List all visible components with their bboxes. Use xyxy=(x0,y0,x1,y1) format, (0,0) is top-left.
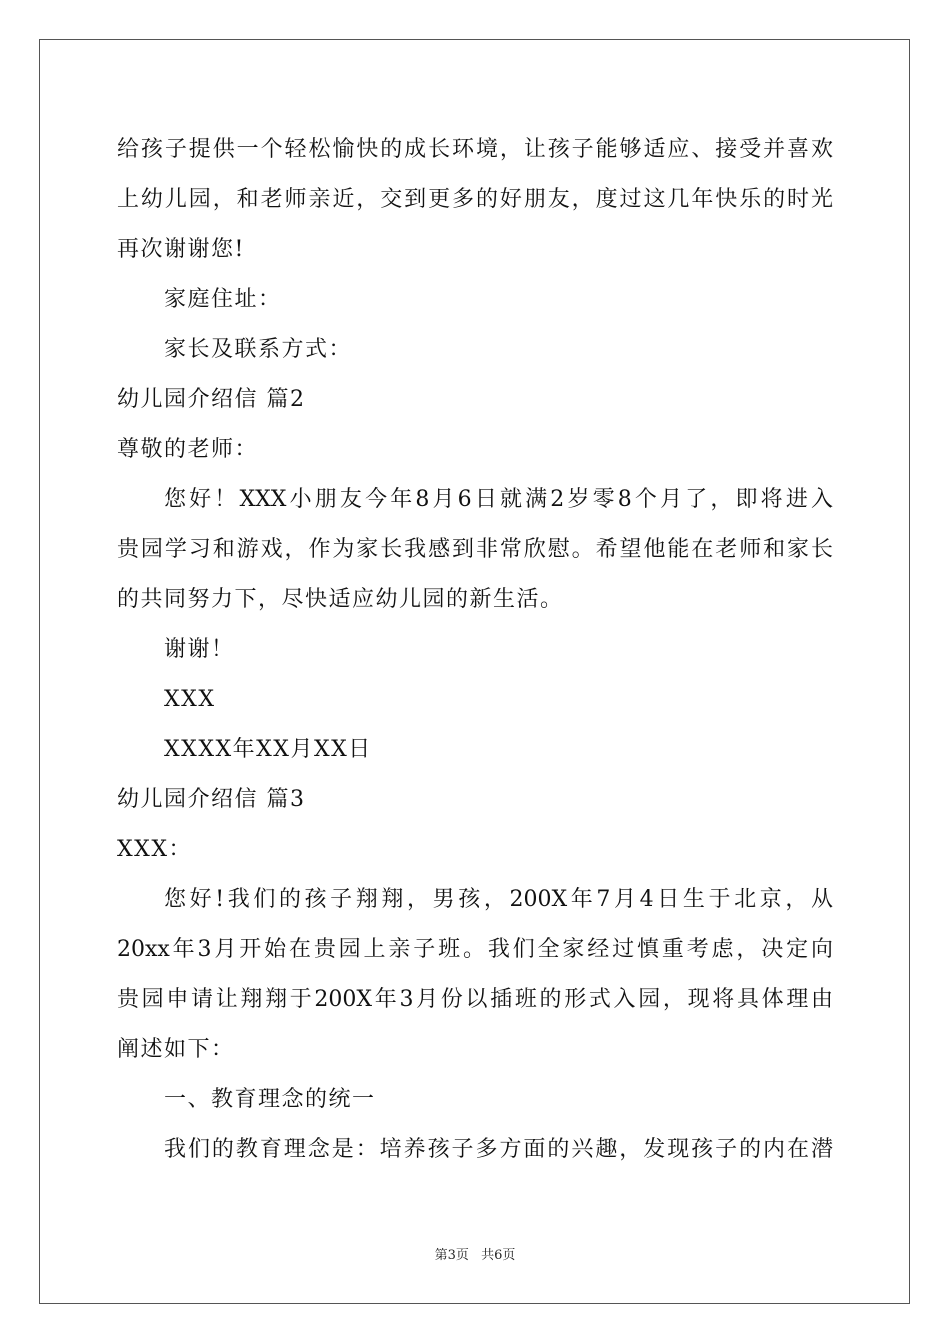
signature: XXX xyxy=(164,687,216,712)
body-line: 的共同努力下，尽快适应幼儿园的新生活。 xyxy=(117,587,564,612)
parent-contact-label: 家长及联系方式： xyxy=(164,337,353,362)
body-line: 我们的教育理念是：培养孩子多方面的兴趣，发现孩子的内在潜 xyxy=(164,1137,833,1162)
body-line: 再次谢谢您! xyxy=(117,237,245,262)
closing: 谢谢！ xyxy=(164,637,235,662)
body-line: 给孩子提供一个轻松愉快的成长环境，让孩子能够适应、接受并喜欢 xyxy=(117,137,833,162)
salutation: 尊敬的老师： xyxy=(117,437,259,462)
body-line: 您好！XXX小朋友今年8月6日就满2岁零8个月了，即将进入 xyxy=(164,487,833,512)
date-line: XXXX年XX月XX日 xyxy=(164,737,372,762)
salutation: XXX： xyxy=(117,837,192,862)
subsection-heading: 一、教育理念的统一 xyxy=(164,1087,376,1112)
page-total: 共6页 xyxy=(481,1248,516,1263)
body-line: 阐述如下： xyxy=(117,1037,235,1062)
body-line: 20xx年3月开始在贵园上亲子班。我们全家经过慎重考虑，决定向 xyxy=(117,937,833,962)
body-line: 贵园学习和游戏，作为家长我感到非常欣慰。希望他能在老师和家长 xyxy=(117,537,833,562)
body-line: 您好!我们的孩子翔翔，男孩，200X年7月4日生于北京，从 xyxy=(164,887,833,912)
section-heading: 幼儿园介绍信 篇2 xyxy=(117,387,306,412)
address-label: 家庭住址： xyxy=(164,287,282,312)
body-line: 上幼儿园，和老师亲近，交到更多的好朋友，度过这几年快乐的时光 xyxy=(117,187,833,212)
section-heading: 幼儿园介绍信 篇3 xyxy=(117,787,306,812)
page-number: 第3页 xyxy=(434,1248,469,1263)
page-footer xyxy=(0,1247,950,1265)
body-line: 贵园申请让翔翔于200X年3月份以插班的形式入园，现将具体理由 xyxy=(117,987,833,1012)
